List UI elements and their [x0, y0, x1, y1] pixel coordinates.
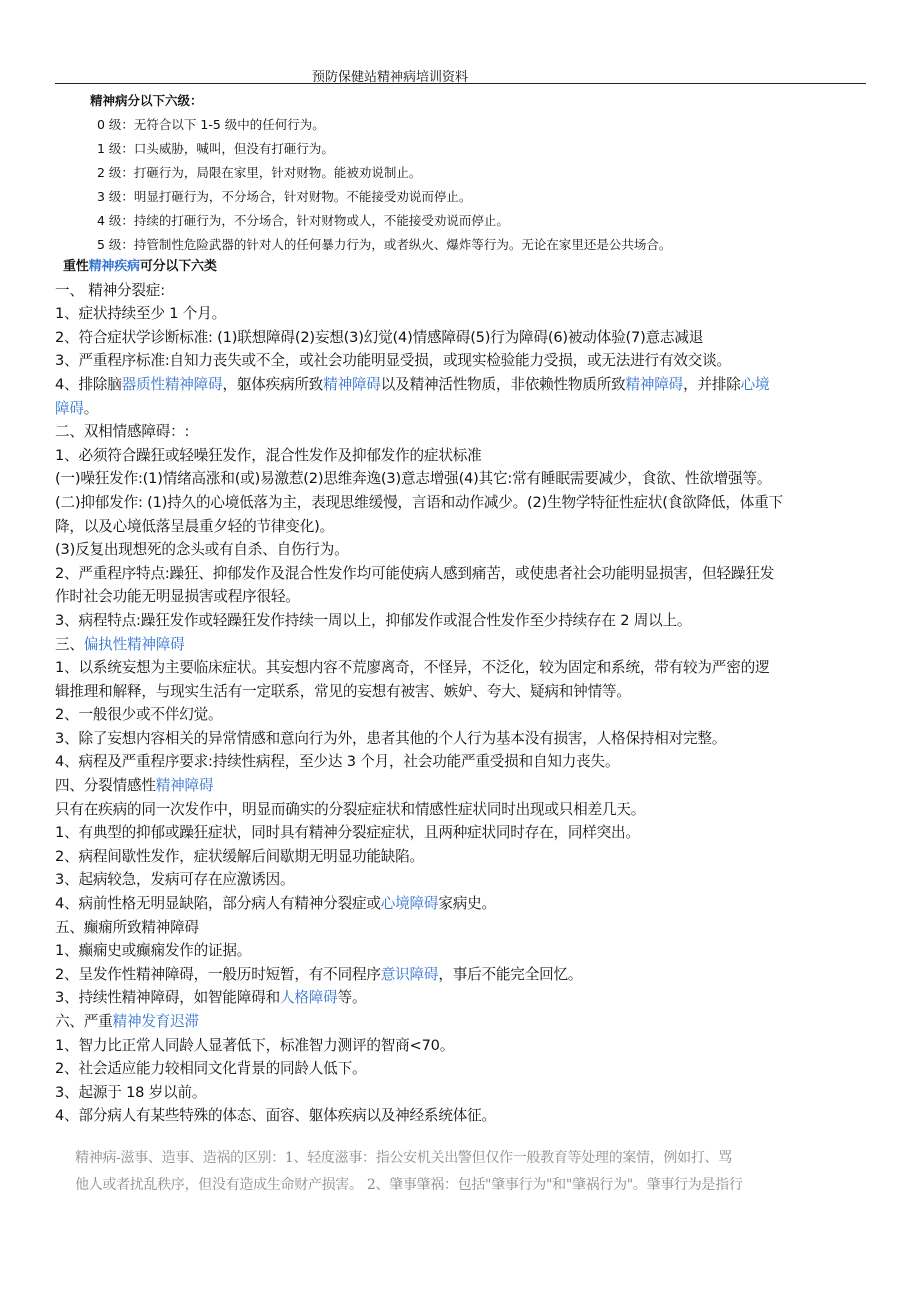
text-line: [55, 562, 870, 586]
text-line: [55, 821, 870, 845]
text-segment: ，并排除: [683, 375, 741, 393]
text-segment: 4、部分病人有某些特殊的体态、面容、躯体疾病以及神经系统体征。: [55, 1107, 496, 1125]
term-link[interactable]: 心境障碍: [380, 895, 439, 913]
text-line: [55, 538, 870, 562]
text-segment: 辑推理和解释，与现实生活有一定联系，常见的妄想有被害、嫉妒、夸大、疑病和钟情等。: [55, 682, 631, 700]
term-link[interactable]: 心境: [740, 375, 770, 393]
document-body: [55, 255, 870, 1128]
text-segment: 3、持续性精神障碍，如智能障碍和: [55, 989, 280, 1007]
page-header-title: 预防保健站精神病培训资料: [312, 70, 469, 85]
text-line: [55, 1057, 870, 1081]
text-segment: 1、有典型的抑郁或躁狂症状，同时具有精神分裂症症状，且两种症状同时存在，同样突出。: [55, 824, 640, 842]
text-line: [55, 986, 870, 1010]
term-link[interactable]: 偏执性精神障碍: [83, 635, 185, 653]
grade-section-title: 精神病分以下六级：: [90, 93, 203, 108]
text-line: [55, 892, 870, 916]
grade-item: 2 级：打砸行为，局限在家里，针对财物。能被劝说制止。: [97, 165, 422, 180]
term-link[interactable]: 人格障碍: [280, 989, 338, 1007]
text-line: [55, 798, 870, 822]
grade-item: 0 级：无符合以下 1-5 级中的任何行为。: [97, 117, 325, 132]
text-segment: 二、双相情感障碍：:: [55, 423, 190, 441]
text-line: [55, 420, 870, 444]
text-line: [55, 656, 870, 680]
text-segment: 。: [83, 399, 99, 417]
text-segment: 只有在疾病的同一次发作中，明显而确实的分裂症症状和情感性症状同时出现或只相差几天。: [55, 800, 646, 818]
text-segment: 2、病程间歇性发作，症状缓解后间歇期无明显功能缺陷。: [55, 847, 424, 865]
text-line: [55, 939, 870, 963]
text-line: [55, 279, 870, 303]
text-segment: 1、以系统妄想为主要临床症状。其妄想内容不荒廖离奇，不怪异，不泛化，较为固定和系统，带有较为严密的逻: [55, 659, 770, 677]
term-link[interactable]: 精神疾病: [88, 259, 140, 274]
term-link[interactable]: 精神障碍: [625, 375, 684, 393]
text-line: [55, 1010, 870, 1034]
text-segment: 4、病前性格无明显缺陷，部分病人有精神分裂症或: [55, 895, 381, 913]
text-segment: 3、严重程序标准:自知力丧失或不全，或社会功能明显受损，或现实检验能力受损，或无法进行有效交谈。: [55, 352, 731, 370]
text-segment: 1、癫痫史或癫痫发作的证据。: [55, 942, 252, 960]
grade-item: 3 级：明显打砸行为，不分场合，针对财物。不能接受劝说而停止。: [97, 189, 472, 204]
term-link[interactable]: 精神障碍: [155, 777, 214, 795]
text-line: [55, 845, 870, 869]
footer-line: 精神病-滋事、造事、造祸的区别：1、轻度滋事：指公安机关出警但仅作一般教育等处理的案情，例如打、骂: [75, 1150, 732, 1166]
text-line: [55, 373, 870, 397]
grade-item: 4 级：持续的打砸行为，不分场合，针对财物或人，不能接受劝说而停止。: [97, 213, 509, 228]
text-segment: 可分以下六类: [139, 259, 217, 274]
text-segment: 3、起源于 18 岁以前。: [55, 1083, 207, 1101]
grade-item: 1 级：口头威胁，喊叫，但没有打砸行为。: [97, 141, 334, 156]
text-segment: 一、 精神分裂症:: [55, 281, 165, 299]
text-line: [55, 868, 870, 892]
text-line: [55, 491, 870, 515]
header-divider: [55, 83, 866, 84]
text-segment: 以及精神活性物质，非依赖性物质所致: [380, 375, 626, 393]
text-segment: 降，以及心境低落呈晨重夕轻的节律变化)。: [55, 517, 334, 535]
text-line: [55, 585, 870, 609]
text-line: [55, 515, 870, 539]
text-line: [55, 349, 870, 373]
text-line: [55, 727, 870, 751]
term-link[interactable]: 器质性精神障碍: [121, 375, 223, 393]
text-segment: 三、: [55, 635, 84, 653]
text-segment: 4、病程及严重程序要求:持续性病程，至少达 3 个月，社会功能严重受损和自知力丧失。: [55, 753, 620, 771]
text-segment: 3、起病较急，发病可存在应激诱因。: [55, 871, 295, 889]
term-link[interactable]: 精神发育迟滞: [112, 1013, 199, 1030]
text-line: [55, 703, 870, 727]
text-line: [55, 444, 870, 468]
text-line: [55, 1034, 870, 1058]
text-segment: (二)抑郁发作: (1)持久的心境低落为主，表现思维缓慢，言语和动作减少。(2)生物学特征性症状(食欲降低，体重下: [55, 493, 783, 511]
text-segment: 五、癫痫所致精神障碍: [55, 918, 199, 936]
text-segment: 四、分裂情感性: [55, 777, 156, 795]
text-segment: 3、病程特点:躁狂发作或轻躁狂发作持续一周以上，抑郁发作或混合性发作至少持续存在 2 周以上。: [55, 611, 692, 629]
text-line: [55, 750, 870, 774]
text-line: [55, 1081, 870, 1105]
text-segment: 六、严重: [55, 1013, 113, 1030]
text-segment: 3、除了妄想内容相关的异常情感和意向行为外，患者其他的个人行为基本没有损害，人格保持相对完整。: [55, 729, 727, 747]
text-line: [55, 609, 870, 633]
section-heading: [55, 255, 870, 279]
term-link[interactable]: 障碍: [55, 399, 84, 417]
text-segment: ，事后不能完全回忆。: [438, 965, 583, 983]
text-segment: 1、症状持续至少 1 个月。: [55, 305, 226, 323]
text-segment: 2、符合症状学诊断标准: (1)联想障碍(2)妄想(3)幻觉(4)情感障碍(5)行为障碍(6)被动体验(7)意志减退: [55, 328, 704, 346]
text-segment: 1、智力比正常人同龄人显著低下，标准智力测评的智商<70。: [55, 1036, 455, 1054]
text-segment: 2、严重程序特点:躁狂、抑郁发作及混合性发作均可能使病人感到痛苦，或使患者社会功能明显损害，但轻躁狂发: [55, 564, 775, 582]
term-link[interactable]: 精神障碍: [323, 375, 381, 393]
text-line: [55, 963, 870, 987]
text-segment: 1、必须符合躁狂或轻噪狂发作，混合性发作及抑郁发作的症状标准: [55, 446, 482, 464]
text-line: [55, 326, 870, 350]
text-segment: (3)反复出现想死的念头或有自杀、自伤行为。: [55, 541, 349, 559]
text-segment: 作时社会功能无明显损害或程序很轻。: [55, 588, 300, 606]
grade-section: [90, 89, 671, 257]
grade-item: 5 级：持管制性危险武器的针对人的任何暴力行为，或者纵火、爆炸等行为。无论在家里还是公共场合。: [97, 237, 672, 252]
text-segment: 2、一般很少或不伴幻觉。: [55, 706, 223, 724]
text-line: [55, 1104, 870, 1128]
text-segment: 家病史。: [438, 895, 496, 913]
footer-note: [75, 1145, 743, 1199]
text-line: [55, 774, 870, 798]
text-segment: ，躯体疾病所致: [222, 375, 324, 393]
text-line: [55, 916, 870, 940]
text-line: [55, 302, 870, 326]
text-segment: 重性: [63, 259, 89, 274]
text-line: [55, 680, 870, 704]
text-segment: 2、社会适应能力较相同文化背景的同龄人低下。: [55, 1060, 367, 1078]
text-segment: 4、排除脑: [55, 375, 122, 393]
text-segment: 等。: [337, 989, 367, 1007]
text-line: [55, 397, 870, 421]
footer-line: 他人或者扰乱秩序，但没有造成生命财产损害。 2、肇事肇祸：包括"肇事行为"和"肇祸行为"。肇事行为是指行: [75, 1177, 743, 1193]
text-segment: (一)噪狂发作:(1)情绪高涨和(或)易激惹(2)思维奔逸(3)意志增强(4)其它:常有睡眠需要减少，食欲、性欲增强等。: [55, 470, 772, 488]
text-line: [55, 633, 870, 657]
term-link[interactable]: 意识障碍: [380, 965, 439, 983]
text-line: [55, 467, 870, 491]
text-segment: 2、呈发作性精神障碍，一般历时短暂，有不同程序: [55, 965, 381, 983]
